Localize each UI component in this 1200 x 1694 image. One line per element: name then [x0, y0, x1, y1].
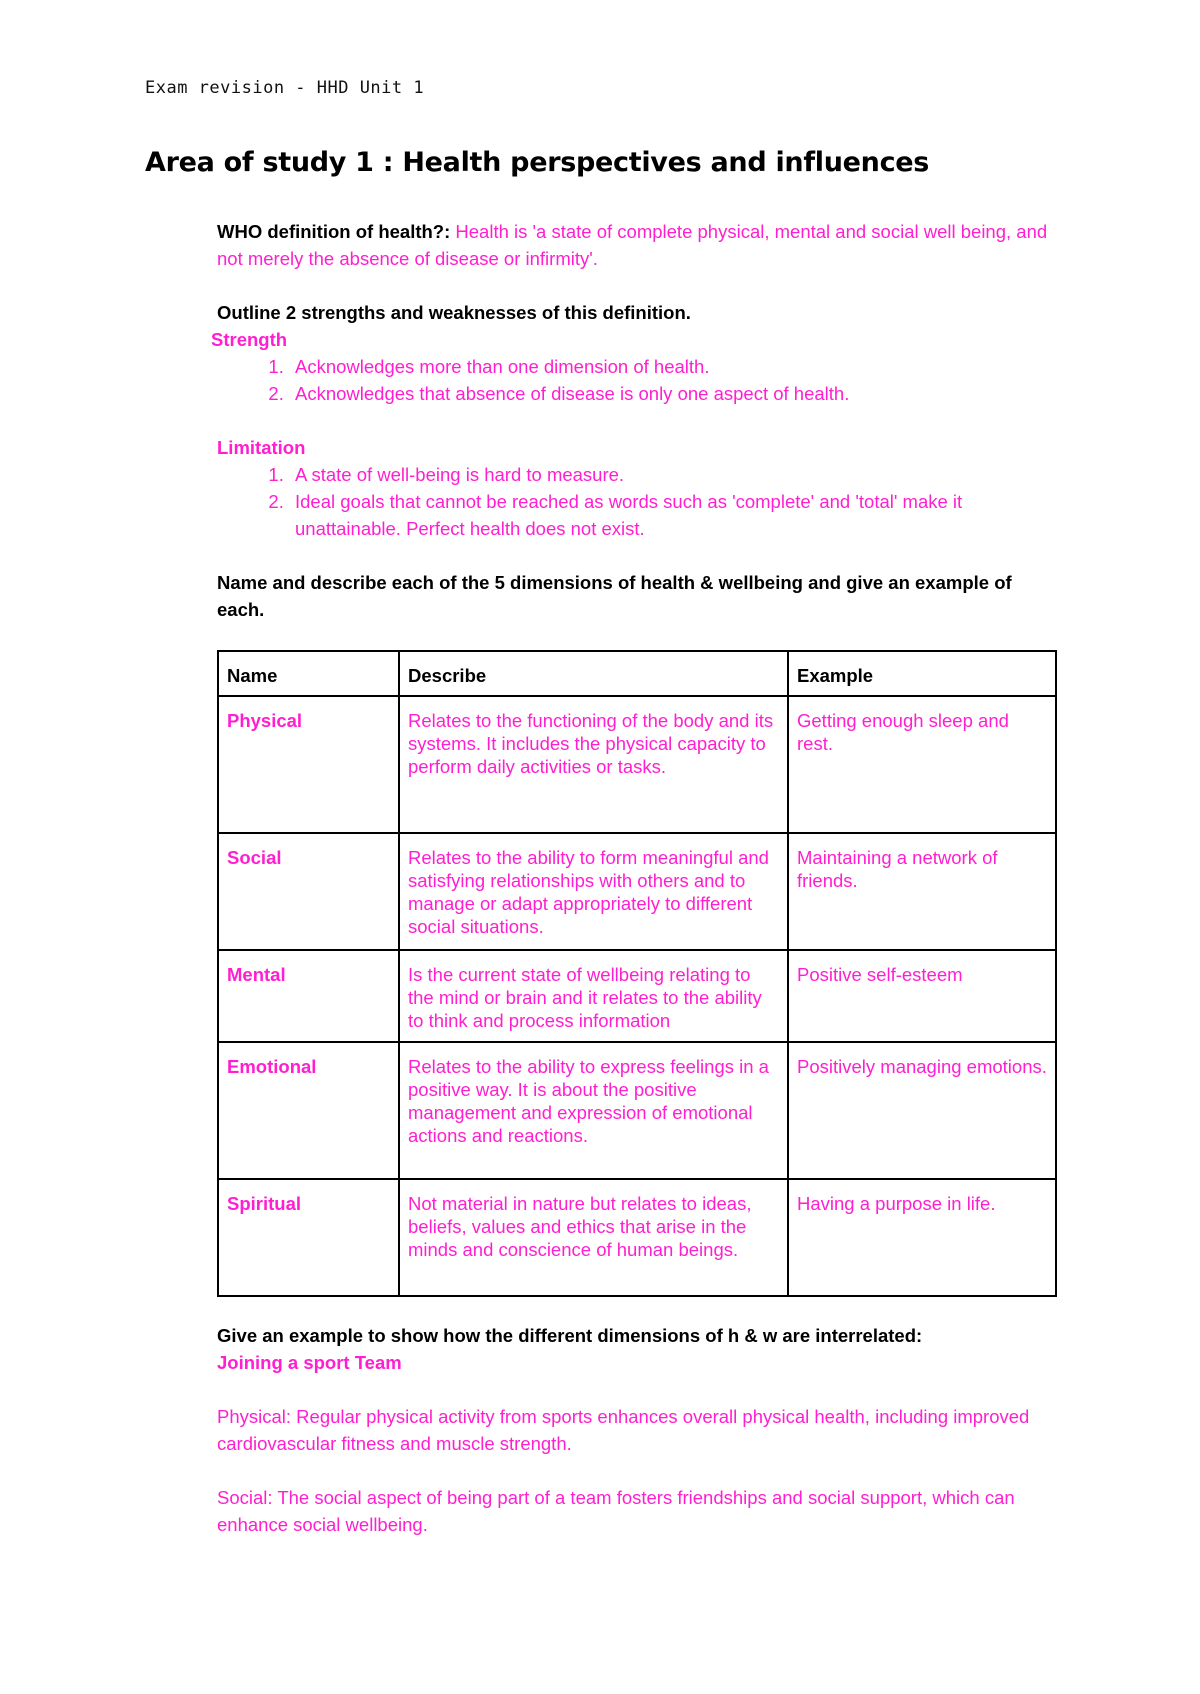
- list-item: 2. Acknowledges that absence of disease is only one aspect of health.: [289, 380, 1057, 407]
- dimension-description: Relates to the ability to form meaningful and satisfying relationships with others and to manage or adapt appropriately to different social situations.: [399, 833, 788, 950]
- dimension-name: Physical: [218, 696, 399, 833]
- dimension-example: Positive self-esteem: [788, 950, 1056, 1042]
- column-header-name: Name: [218, 651, 399, 696]
- question-interrelated: Give an example to show how the different dimensions of h & w are interrelated:: [217, 1325, 923, 1346]
- dimension-description: Relates to the ability to express feelings in a positive way. It is about the positive management and expression of emotional actions and reactions.: [399, 1042, 788, 1179]
- list-item: 1. A state of well-being is hard to measure.: [289, 461, 1057, 488]
- list-item: 1. Acknowledges more than one dimension of health.: [289, 353, 1057, 380]
- table-row: [218, 696, 1056, 833]
- dimension-name: Spiritual: [218, 1179, 399, 1296]
- dimension-description: Is the current state of wellbeing relating to the mind or brain and it relates to the ability to think and process information: [399, 950, 788, 1042]
- table-row: [218, 1042, 1056, 1179]
- dimension-name: Mental: [218, 950, 399, 1042]
- strength-list: [217, 353, 1057, 407]
- list-item: 2. Ideal goals that cannot be reached as words such as 'complete' and 'total' make it unattainable. Perfect health does not exist.: [289, 488, 1057, 542]
- who-definition: [217, 218, 1057, 272]
- table-row: [218, 1179, 1056, 1296]
- dimension-example: Maintaining a network of friends.: [788, 833, 1056, 950]
- table-row: [218, 950, 1056, 1042]
- who-definition-text: Health is 'a state of complete physical, mental and social well being, and not merely the absence of disease or infirmity'.: [217, 221, 1048, 269]
- table-header-row: [218, 651, 1056, 696]
- dimension-example: Getting enough sleep and rest.: [788, 696, 1056, 833]
- question-dimensions: Name and describe each of the 5 dimensions of health & wellbeing and give an example of each.: [217, 572, 1012, 620]
- social-paragraph: Social: The social aspect of being part of a team fosters friendships and social support, which can enhance social wellbeing.: [217, 1487, 1015, 1535]
- dimension-name: Social: [218, 833, 399, 950]
- physical-paragraph: Physical: Regular physical activity from sports enhances overall physical health, including improved cardiovascular fitness and muscle strength.: [217, 1406, 1030, 1454]
- limitation-list: [217, 461, 1057, 542]
- question-outline: Outline 2 strengths and weaknesses of this definition.: [217, 302, 691, 323]
- page-header: Exam revision - HHD Unit 1: [145, 78, 425, 98]
- dimensions-table: [217, 650, 1057, 1297]
- dimension-example: Having a purpose in life.: [788, 1179, 1056, 1296]
- column-header-describe: Describe: [399, 651, 788, 696]
- who-definition-label: WHO definition of health?:: [217, 221, 451, 242]
- dimension-name: Emotional: [218, 1042, 399, 1179]
- limitation-heading: Limitation: [217, 437, 306, 458]
- dimension-description: Relates to the functioning of the body and its systems. It includes the physical capacity to perform daily activities or tasks.: [399, 696, 788, 833]
- column-header-example: Example: [788, 651, 1056, 696]
- strength-heading: Strength: [211, 329, 288, 350]
- page-title: Area of study 1 : Health perspectives and influences: [145, 147, 930, 178]
- document-body: [211, 218, 1057, 1538]
- dimension-example: Positively managing emotions.: [788, 1042, 1056, 1179]
- dimension-description: Not material in nature but relates to ideas, beliefs, values and ethics that arise in the minds and conscience of human beings.: [399, 1179, 788, 1296]
- example-heading: Joining a sport Team: [217, 1352, 402, 1373]
- table-row: [218, 833, 1056, 950]
